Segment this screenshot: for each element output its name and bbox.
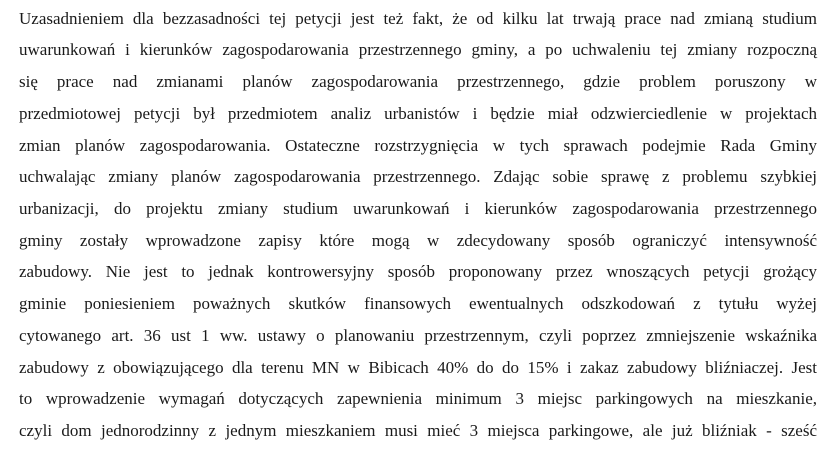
paragraph-line-14: czyli dom jednorodzinny z jednym mieszkaniem musi mieć 3 miejsca parkingowe, ale już bliźniak - sześć xyxy=(19,421,817,440)
paragraph-line-5: zmian planów zagospodarowania. Ostateczne rozstrzygnięcia w tych sprawach podejmie Rada Gminy xyxy=(19,136,817,155)
paragraph-line-12: zabudowy z obowiązującego dla terenu MN w Bibicach 40% do do 15% i zakaz zabudowy bliźniaczej. Jest xyxy=(19,358,817,377)
paragraph-line-6: uchwalając zmiany planów zagospodarowania przestrzennego. Zdając sobie sprawę z problemu szybkiej xyxy=(19,167,817,186)
paragraph-line-9: zabudowy. Nie jest to jednak kontrowersyjny sposób proponowany przez wnoszących petycji grożący xyxy=(19,262,817,281)
paragraph-line-7: urbanizacji, do projektu zmiany studium uwarunkowań i kierunków zagospodarowania przestrzennego xyxy=(19,199,817,218)
paragraph-line-2: uwarunkowań i kierunków zagospodarowania przestrzennego gminy, a po uchwaleniu tej zmiany rozpoczną xyxy=(19,40,817,59)
paragraph-line-8: gminy zostały wprowadzone zapisy które mogą w zdecydowany sposób ograniczyć intensywność xyxy=(19,231,817,250)
paragraph-line-1: Uzasadnieniem dla bezzasadności tej petycji jest też fakt, że od kilku lat trwają prace nad zmianą studium xyxy=(19,9,817,28)
paragraph-line-13: to wprowadzenie wymagań dotyczących zapewnienia minimum 3 miejsc parkingowych na mieszkanie, xyxy=(19,389,817,408)
paragraph-line-11: cytowanego art. 36 ust 1 ww. ustawy o planowaniu przestrzennym, czyli poprzez zmniejszenie wskaźnika xyxy=(19,326,817,345)
paragraph-line-4: przedmiotowej petycji był przedmiotem analiz urbanistów i będzie miał odzwierciedlenie w projektach xyxy=(19,104,817,123)
paragraph-line-3: się prace nad zmianami planów zagospodarowania przestrzennego, gdzie problem poruszony w xyxy=(19,72,817,91)
paragraph-line-10: gminie poniesieniem poważnych skutków finansowych ewentualnych odszkodowań z tytułu wyżej xyxy=(19,294,817,313)
